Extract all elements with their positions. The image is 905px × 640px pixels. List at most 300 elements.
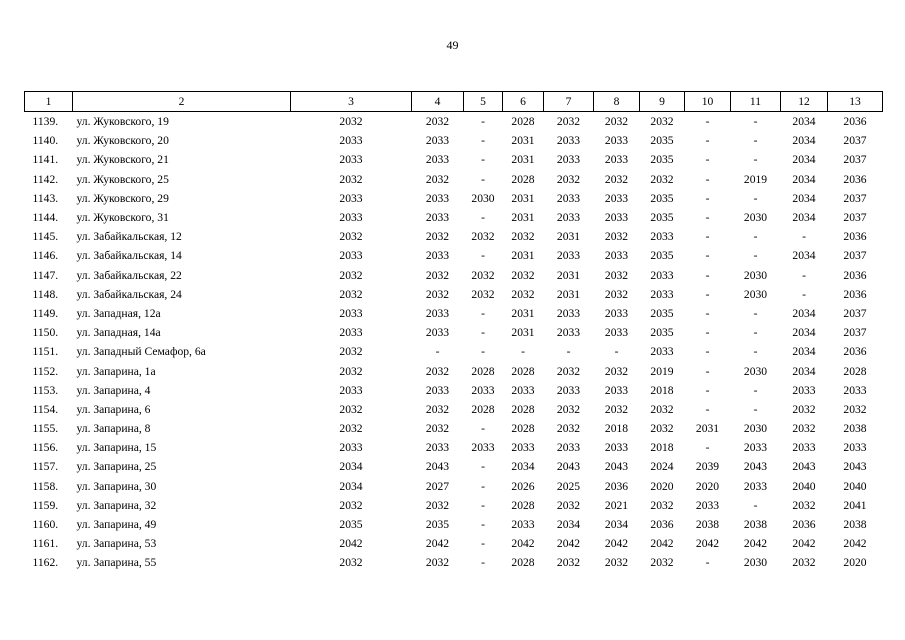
year-cell: 2036	[650, 518, 674, 532]
year-cell: 2033	[556, 134, 581, 148]
year-cell: 2031	[556, 230, 581, 244]
table-body	[25, 112, 883, 573]
year-cell: 2032	[339, 402, 363, 416]
year-cell: 2019	[650, 364, 674, 378]
year-cell: 2032	[556, 364, 581, 378]
year-cell: 2031	[511, 249, 535, 263]
year-cell: -	[705, 172, 710, 186]
year-cell: 2036	[843, 268, 867, 282]
year-cell: 2032	[339, 556, 363, 570]
address-cell: ул. Запарина, 1а	[76, 364, 156, 378]
year-cell: -	[481, 115, 485, 129]
year-cell: 2042	[604, 537, 629, 551]
column-header-11: 11	[731, 92, 781, 112]
column-header-8: 8	[594, 92, 640, 112]
year-cell: 2032	[471, 230, 495, 244]
year-cell: 2038	[843, 518, 867, 532]
year-cell: -	[481, 306, 485, 320]
year-cell: 2037	[843, 211, 867, 225]
row-number-cell: 1140.	[32, 134, 59, 148]
year-cell: 2032	[650, 115, 674, 129]
row-number-cell: 1159.	[32, 498, 59, 512]
year-cell: 2034	[511, 460, 535, 474]
year-cell: 2036	[843, 230, 867, 244]
column-header-6: 6	[503, 92, 544, 112]
address-cell: ул. Запарина, 49	[76, 518, 157, 532]
year-cell: 2032	[339, 345, 363, 359]
year-cell: 2020	[695, 479, 720, 493]
year-cell: 2032	[339, 172, 363, 186]
year-cell: 2042	[339, 537, 363, 551]
year-cell: -	[705, 345, 710, 359]
address-cell: ул. Запарина, 53	[76, 537, 157, 551]
year-cell: 2032	[425, 498, 450, 512]
table-row	[25, 150, 883, 169]
year-cell: 2032	[604, 402, 629, 416]
year-cell: 2033	[511, 383, 535, 397]
year-cell: -	[753, 153, 758, 167]
column-header-1: 1	[25, 92, 73, 112]
row-number-cell: 1143.	[32, 191, 59, 205]
row-number-cell: 1149.	[32, 306, 59, 320]
year-cell: 2033	[339, 153, 363, 167]
year-cell: 2033	[425, 153, 450, 167]
year-cell: 2033	[425, 134, 450, 148]
year-cell: 2033	[650, 230, 674, 244]
row-number-cell: 1145.	[32, 230, 59, 244]
year-cell: 2035	[650, 306, 674, 320]
year-cell: -	[753, 306, 758, 320]
year-cell: 2032	[339, 230, 363, 244]
year-cell: 2034	[604, 518, 629, 532]
year-cell: 2033	[339, 441, 363, 455]
year-cell: -	[481, 518, 485, 532]
row-number-cell: 1152.	[32, 364, 59, 378]
year-cell: 2030	[743, 556, 768, 570]
year-cell: 2033	[471, 441, 495, 455]
year-cell: 2035	[650, 191, 674, 205]
table-row	[25, 477, 883, 496]
year-cell: -	[705, 191, 710, 205]
year-cell: 2032	[339, 498, 363, 512]
row-number-cell: 1148.	[32, 287, 59, 301]
year-cell: 2028	[471, 364, 495, 378]
year-cell: 2042	[650, 537, 674, 551]
year-cell: 2031	[695, 422, 720, 436]
column-header-4: 4	[412, 92, 464, 112]
year-cell: -	[753, 345, 758, 359]
year-cell: 2032	[425, 402, 450, 416]
table-row	[25, 534, 883, 553]
year-cell: 2036	[843, 287, 867, 301]
year-cell: 2033	[556, 211, 581, 225]
year-cell: 2028	[511, 402, 535, 416]
year-cell: 2033	[556, 383, 581, 397]
year-cell: 2033	[792, 383, 816, 397]
year-cell: 2032	[604, 115, 629, 129]
table-row	[25, 553, 883, 572]
address-cell: ул. Запарина, 6	[76, 402, 151, 416]
year-cell: 2042	[425, 537, 450, 551]
year-cell: 2033	[556, 153, 581, 167]
table-row	[25, 285, 883, 304]
table-row	[25, 361, 883, 380]
year-cell: -	[614, 345, 619, 359]
address-cell: ул. Западная, 12а	[76, 306, 161, 320]
year-cell: -	[753, 249, 758, 263]
year-cell: -	[705, 249, 710, 263]
row-number-cell: 1144.	[32, 211, 59, 225]
address-cell: ул. Жуковского, 31	[76, 211, 169, 225]
year-cell: 2033	[604, 441, 629, 455]
row-number-cell: 1146.	[32, 249, 59, 263]
table-row	[25, 515, 883, 534]
year-cell: 2032	[792, 402, 816, 416]
year-cell: 2019	[743, 172, 768, 186]
year-cell: 2040	[792, 479, 816, 493]
year-cell: -	[802, 230, 806, 244]
row-number-cell: 1161.	[32, 537, 59, 551]
year-cell: 2032	[792, 556, 816, 570]
year-cell: 2032	[339, 422, 363, 436]
year-cell: 2028	[511, 422, 535, 436]
address-cell: ул. Забайкальская, 12	[76, 230, 182, 244]
column-header-13: 13	[828, 92, 883, 112]
year-cell: 2032	[425, 287, 450, 301]
year-cell: 2031	[511, 134, 535, 148]
year-cell: -	[481, 153, 485, 167]
year-cell: -	[481, 134, 485, 148]
year-cell: -	[705, 287, 710, 301]
year-cell: 2042	[511, 537, 535, 551]
year-cell: 2042	[792, 537, 816, 551]
year-cell: 2037	[843, 326, 867, 340]
year-cell: 2034	[792, 306, 816, 320]
table-row	[25, 266, 883, 285]
address-cell: ул. Запарина, 55	[76, 556, 157, 570]
year-cell: 2032	[339, 287, 363, 301]
year-cell: 2033	[425, 211, 450, 225]
row-number-cell: 1156.	[32, 441, 59, 455]
year-cell: 2032	[650, 402, 674, 416]
year-cell: 2032	[792, 422, 816, 436]
year-cell: -	[705, 556, 710, 570]
year-cell: 2028	[511, 364, 535, 378]
year-cell: 2033	[604, 134, 629, 148]
year-cell: -	[705, 326, 710, 340]
year-cell: 2035	[650, 249, 674, 263]
year-cell: 2032	[556, 422, 581, 436]
year-cell: 2027	[425, 479, 450, 493]
year-cell: 2035	[339, 518, 363, 532]
table-row	[25, 189, 883, 208]
table-row	[25, 457, 883, 476]
year-cell: 2038	[695, 518, 720, 532]
year-cell: 2037	[843, 191, 867, 205]
year-cell: 2030	[743, 364, 768, 378]
row-number-cell: 1142.	[32, 172, 59, 186]
year-cell: 2031	[511, 306, 535, 320]
year-cell: 2032	[339, 364, 363, 378]
year-cell: 2032	[792, 498, 816, 512]
year-cell: 2033	[604, 153, 629, 167]
year-cell: 2026	[511, 479, 535, 493]
year-cell: -	[802, 268, 806, 282]
year-cell: 2035	[650, 153, 674, 167]
address-cell: ул. Забайкальская, 24	[76, 287, 182, 301]
year-cell: 2032	[604, 364, 629, 378]
year-cell: 2033	[556, 191, 581, 205]
year-cell: -	[481, 249, 485, 263]
address-cell: ул. Запарина, 25	[76, 460, 157, 474]
year-cell: -	[705, 306, 710, 320]
year-cell: 2028	[511, 498, 535, 512]
year-cell: -	[481, 172, 485, 186]
year-cell: 2033	[339, 211, 363, 225]
year-cell: 2024	[650, 460, 674, 474]
year-cell: 2036	[843, 172, 867, 186]
year-cell: 2042	[556, 537, 581, 551]
year-cell: 2033	[695, 498, 720, 512]
table-row	[25, 112, 883, 132]
year-cell: 2043	[792, 460, 816, 474]
page-number: 49	[446, 38, 459, 52]
year-cell: 2043	[604, 460, 629, 474]
year-cell: 2033	[339, 383, 363, 397]
year-cell: -	[566, 345, 571, 359]
year-cell: -	[481, 326, 485, 340]
year-cell: 2034	[792, 249, 816, 263]
year-cell: 2034	[339, 479, 363, 493]
year-cell: 2030	[743, 422, 768, 436]
year-cell: 2028	[511, 556, 535, 570]
header-row	[25, 92, 883, 112]
year-cell: 2031	[511, 191, 535, 205]
year-cell: 2033	[339, 134, 363, 148]
year-cell: 2035	[650, 211, 674, 225]
year-cell: 2032	[425, 115, 450, 129]
year-cell: 2032	[604, 556, 629, 570]
year-cell: 2025	[556, 479, 581, 493]
year-cell: 2041	[843, 498, 867, 512]
year-cell: 2037	[843, 134, 867, 148]
row-number-cell: 1150.	[32, 326, 59, 340]
year-cell: 2034	[792, 153, 816, 167]
year-cell: 2033	[511, 518, 535, 532]
address-cell: ул. Запарина, 8	[76, 422, 151, 436]
year-cell: 2033	[425, 326, 450, 340]
year-cell: 2033	[425, 441, 450, 455]
year-cell: 2032	[471, 268, 495, 282]
column-header-12: 12	[781, 92, 828, 112]
year-cell: 2032	[556, 556, 581, 570]
address-cell: ул. Жуковского, 21	[76, 153, 169, 167]
year-cell: 2018	[650, 441, 674, 455]
address-cell: ул. Жуковского, 29	[76, 191, 169, 205]
year-cell: 2032	[604, 268, 629, 282]
year-cell: 2043	[556, 460, 581, 474]
year-cell: 2020	[843, 556, 867, 570]
address-cell: ул. Забайкальская, 22	[76, 268, 182, 282]
year-cell: -	[705, 402, 710, 416]
year-cell: 2032	[339, 115, 363, 129]
year-cell: 2036	[792, 518, 816, 532]
year-cell: -	[705, 268, 710, 282]
year-cell: 2033	[425, 306, 450, 320]
address-cell: ул. Запарина, 15	[76, 441, 157, 455]
year-cell: 2033	[556, 306, 581, 320]
year-cell: -	[481, 498, 485, 512]
year-cell: 2034	[792, 172, 816, 186]
year-cell: 2032	[425, 230, 450, 244]
year-cell: 2036	[843, 345, 867, 359]
year-cell: 2039	[695, 460, 720, 474]
year-cell: 2032	[650, 556, 674, 570]
year-cell: 2033	[604, 211, 629, 225]
year-cell: 2033	[604, 249, 629, 263]
year-cell: -	[753, 383, 758, 397]
address-cell: ул. Запарина, 32	[76, 498, 157, 512]
row-number-cell: 1147.	[32, 268, 59, 282]
year-cell: 2032	[556, 115, 581, 129]
table-row	[25, 208, 883, 227]
address-cell: ул. Запарина, 30	[76, 479, 157, 493]
year-cell: 2033	[650, 268, 674, 282]
year-cell: -	[753, 115, 758, 129]
year-cell: 2032	[425, 422, 450, 436]
year-cell: 2032	[556, 172, 581, 186]
year-cell: 2033	[339, 306, 363, 320]
year-cell: 2032	[425, 172, 450, 186]
year-cell: -	[753, 498, 758, 512]
row-number-cell: 1139.	[32, 115, 59, 129]
column-header-2: 2	[73, 92, 291, 112]
year-cell: 2032	[604, 172, 629, 186]
table-row	[25, 381, 883, 400]
year-cell: -	[521, 345, 525, 359]
year-cell: 2035	[650, 326, 674, 340]
address-cell: ул. Западный Семафор, 6а	[76, 345, 206, 359]
table-row	[25, 400, 883, 419]
year-cell: 2034	[792, 191, 816, 205]
year-cell: 2033	[556, 249, 581, 263]
year-cell: -	[705, 115, 710, 129]
year-cell: 2034	[556, 518, 581, 532]
year-cell: -	[481, 556, 485, 570]
address-cell: ул. Запарина, 4	[76, 383, 151, 397]
year-cell: 2033	[556, 326, 581, 340]
schedule-table	[24, 91, 883, 573]
year-cell: 2021	[604, 498, 629, 512]
year-cell: 2033	[425, 383, 450, 397]
year-cell: 2033	[511, 441, 535, 455]
column-header-3: 3	[291, 92, 412, 112]
year-cell: 2037	[843, 306, 867, 320]
year-cell: 2035	[650, 134, 674, 148]
address-cell: ул. Западная, 14а	[76, 326, 161, 340]
table-row	[25, 323, 883, 342]
year-cell: -	[481, 460, 485, 474]
year-cell: 2031	[511, 211, 535, 225]
year-cell: 2034	[339, 460, 363, 474]
year-cell: 2038	[843, 422, 867, 436]
year-cell: 2030	[743, 268, 768, 282]
table-row	[25, 438, 883, 457]
year-cell: -	[705, 153, 710, 167]
year-cell: -	[705, 364, 710, 378]
year-cell: 2043	[743, 460, 768, 474]
year-cell: 2034	[792, 115, 816, 129]
year-cell: 2032	[425, 268, 450, 282]
row-number-cell: 1154.	[32, 402, 59, 416]
year-cell: 2028	[511, 115, 535, 129]
year-cell: 2018	[604, 422, 629, 436]
year-cell: 2030	[471, 191, 495, 205]
year-cell: 2033	[339, 249, 363, 263]
year-cell: 2020	[650, 479, 674, 493]
column-header-5: 5	[464, 92, 503, 112]
year-cell: 2033	[792, 441, 816, 455]
year-cell: -	[705, 211, 710, 225]
year-cell: 2033	[471, 383, 495, 397]
address-cell: ул. Жуковского, 25	[76, 172, 169, 186]
year-cell: 2034	[792, 364, 816, 378]
year-cell: 2032	[471, 287, 495, 301]
year-cell: 2034	[792, 211, 816, 225]
row-number-cell: 1153.	[32, 383, 59, 397]
year-cell: 2033	[339, 191, 363, 205]
year-cell: -	[435, 345, 440, 359]
year-cell: -	[753, 326, 758, 340]
address-cell: ул. Жуковского, 20	[76, 134, 169, 148]
year-cell: 2028	[471, 402, 495, 416]
row-number-cell: 1151.	[32, 345, 59, 359]
year-cell: 2033	[604, 191, 629, 205]
year-cell: -	[481, 479, 485, 493]
year-cell: 2030	[743, 211, 768, 225]
table-row	[25, 227, 883, 246]
table-row	[25, 246, 883, 265]
year-cell: 2032	[604, 287, 629, 301]
column-header-10: 10	[685, 92, 731, 112]
row-number-cell: 1158.	[32, 479, 59, 493]
year-cell: 2035	[425, 518, 450, 532]
year-cell: -	[705, 230, 710, 244]
year-cell: 2042	[743, 537, 768, 551]
year-cell: -	[753, 134, 758, 148]
year-cell: 2032	[650, 172, 674, 186]
year-cell: -	[753, 230, 758, 244]
year-cell: 2028	[843, 364, 867, 378]
column-header-9: 9	[640, 92, 685, 112]
year-cell: 2032	[650, 422, 674, 436]
year-cell: 2032	[556, 402, 581, 416]
year-cell: 2032	[843, 402, 867, 416]
table-row	[25, 419, 883, 438]
year-cell: 2033	[339, 326, 363, 340]
year-cell: 2031	[556, 287, 581, 301]
table-row	[25, 304, 883, 323]
year-cell: 2032	[556, 498, 581, 512]
year-cell: -	[481, 345, 485, 359]
year-cell: -	[753, 191, 758, 205]
year-cell: 2036	[604, 479, 629, 493]
year-cell: 2042	[695, 537, 720, 551]
year-cell: 2033	[743, 479, 768, 493]
table-row	[25, 496, 883, 515]
year-cell: -	[753, 402, 758, 416]
year-cell: -	[481, 422, 485, 436]
